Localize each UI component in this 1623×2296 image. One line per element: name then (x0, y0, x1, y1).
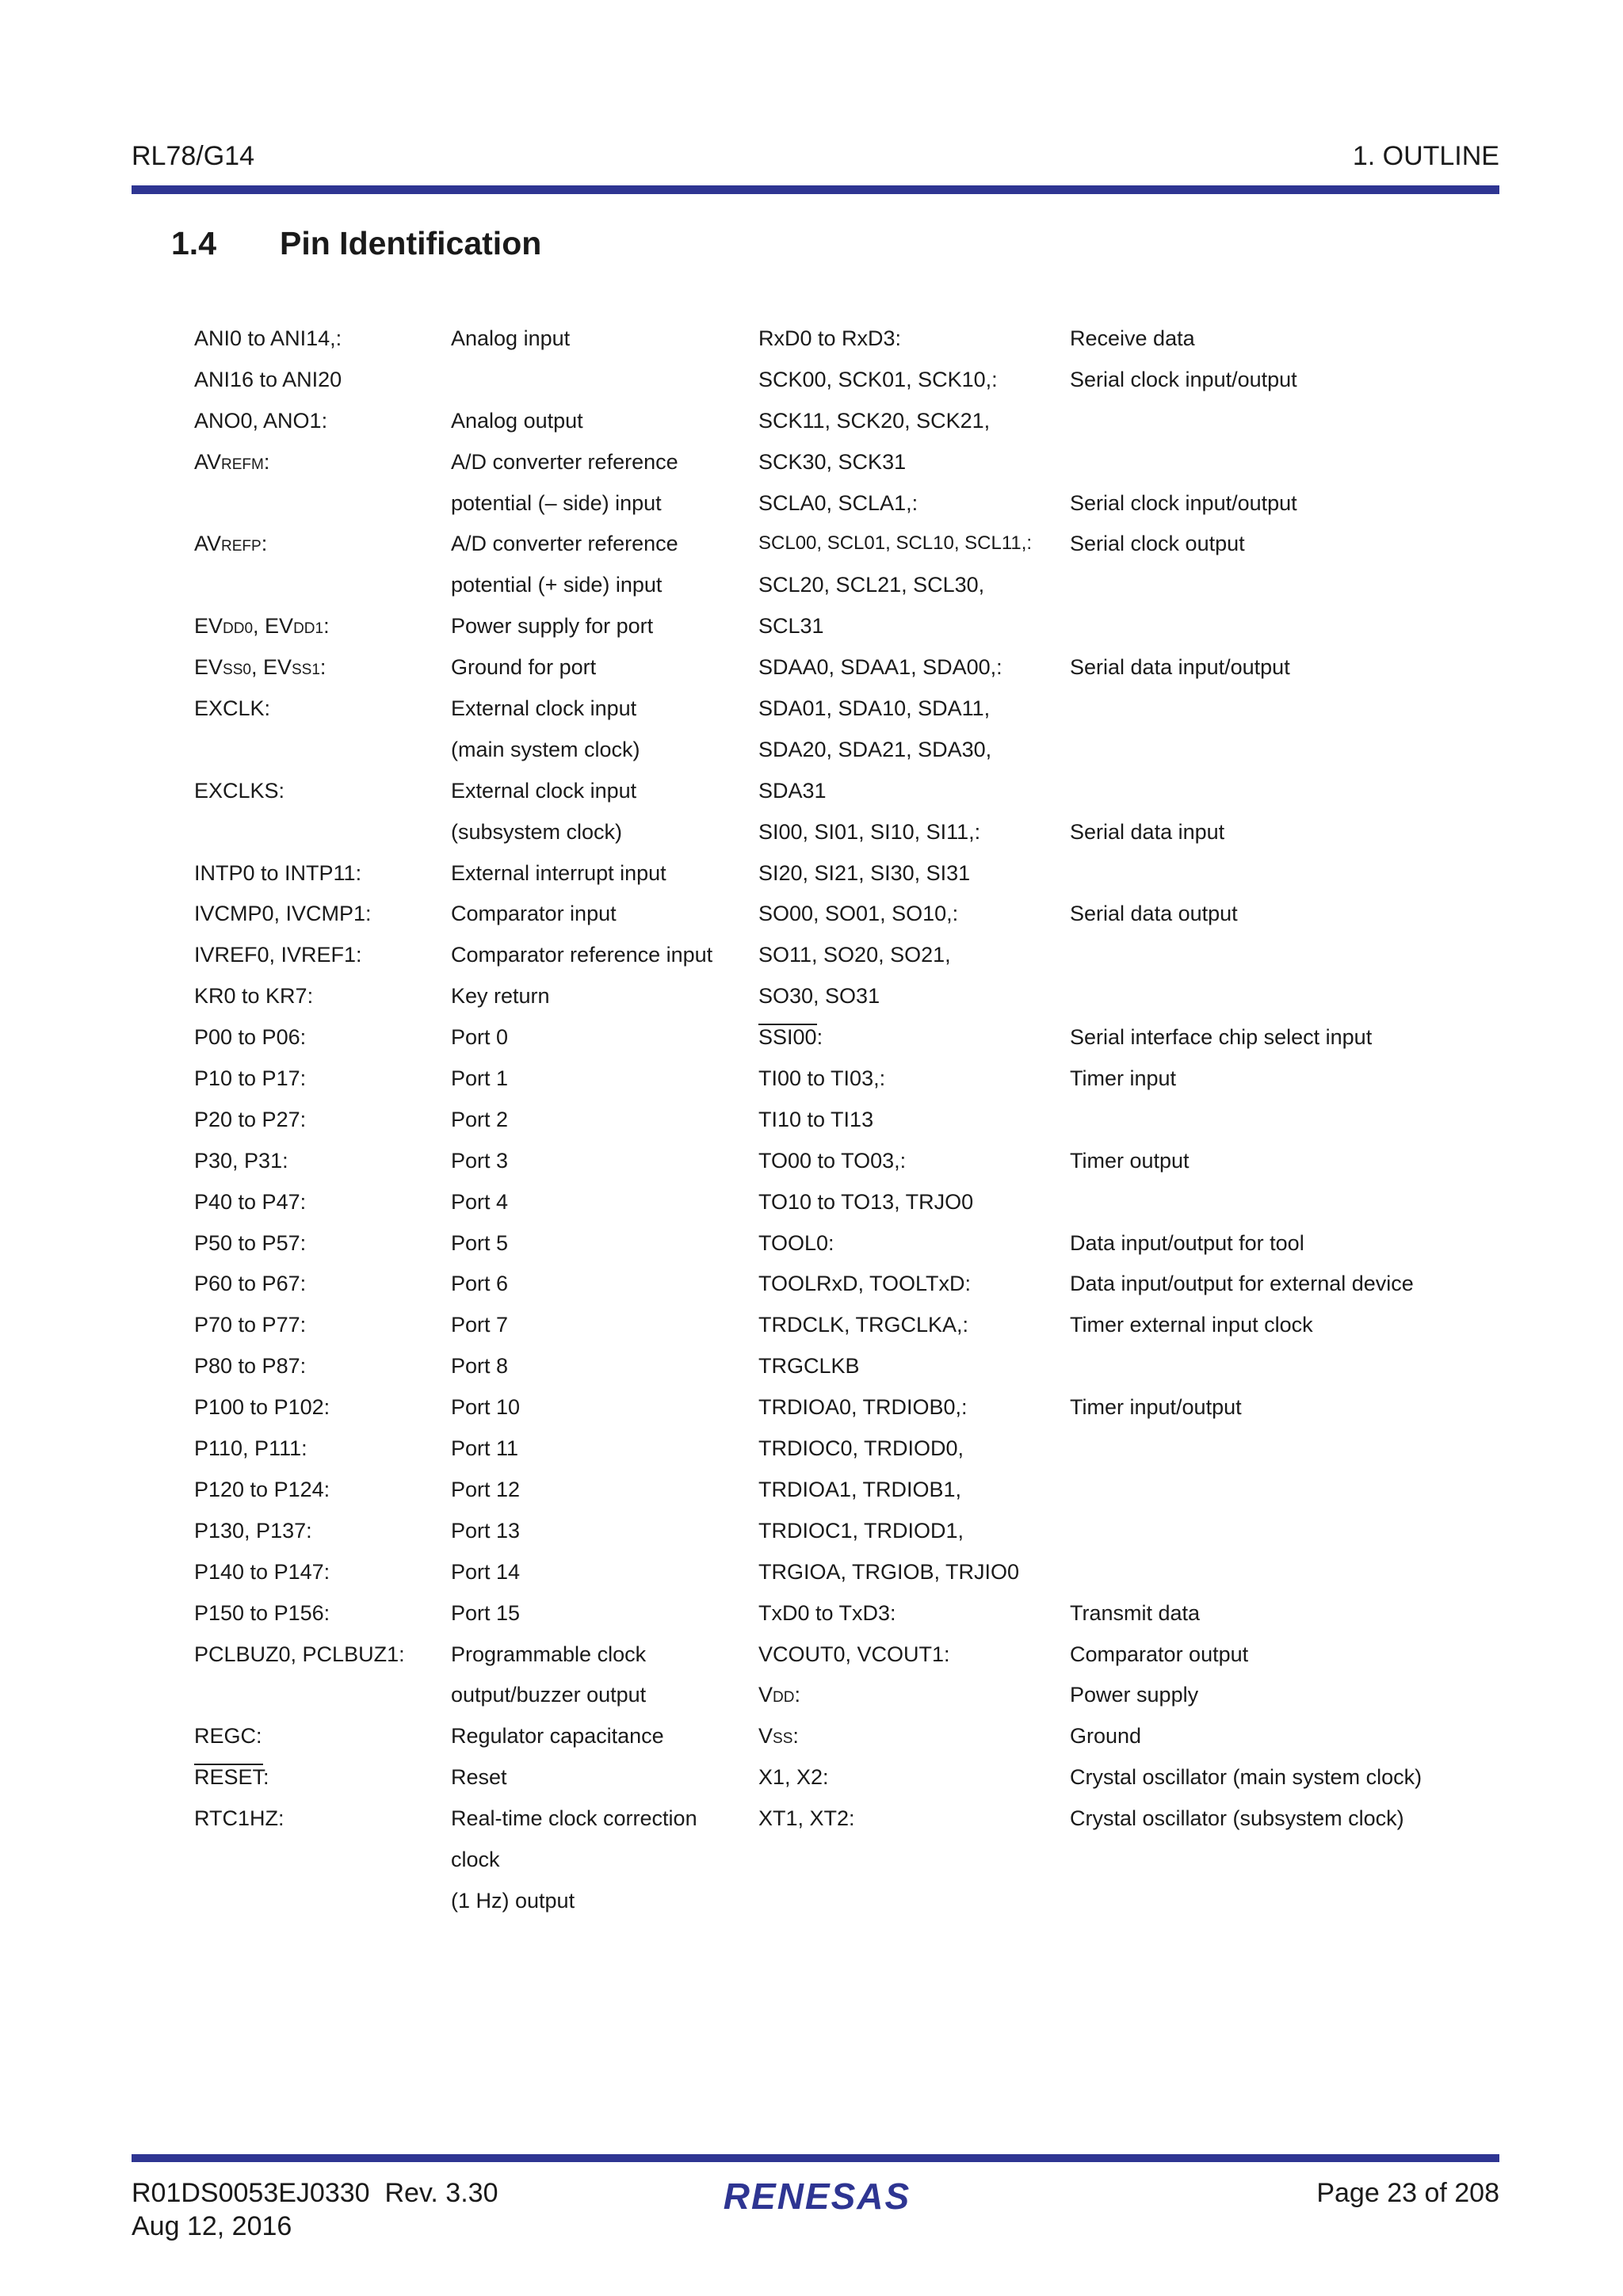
pin-name: SDA01, SDA10, SDA11, (758, 696, 991, 721)
pin-name: P110, P111: (194, 1436, 307, 1461)
pin-name: TRGCLKB (758, 1354, 860, 1379)
pin-name: AVREFP: (194, 532, 268, 556)
pin-name: PCLBUZ0, PCLBUZ1: (194, 1642, 405, 1666)
pin-description: External clock input (451, 696, 637, 721)
pin-name: TOOLRxD, TOOLTxD: (758, 1272, 972, 1296)
pin-description: Port 5 (451, 1230, 509, 1255)
pin-name: TI00 to TI03,: (758, 1066, 886, 1091)
pin-name: P120 to P124: (194, 1477, 330, 1501)
pin-name: TRDIOA0, TRDIOB0,: (758, 1395, 968, 1420)
pin-name: P40 to P47: (194, 1189, 307, 1214)
pin-description: potential (+ side) input (451, 573, 663, 597)
pin-description: Receive data (1070, 326, 1195, 350)
pin-description: Port 11 (451, 1436, 519, 1461)
pin-name: SCL00, SCL01, SCL10, SCL11,: (758, 532, 1033, 555)
pin-name: SDAA0, SDAA1, SDA00,: (758, 655, 1002, 680)
pin-name: P60 to P67: (194, 1272, 307, 1296)
pin-name: KR0 to KR7: (194, 984, 314, 1009)
pin-description: Timer input (1070, 1066, 1177, 1091)
logo-wordmark: RENESAS (723, 2176, 911, 2217)
pin-description: Port 6 (451, 1272, 509, 1296)
pin-description: Power supply (1070, 1683, 1199, 1707)
pin-name: P20 to P27: (194, 1107, 307, 1131)
pin-description: (main system clock) (451, 737, 640, 761)
pin-description: Timer input/output (1070, 1395, 1242, 1420)
pin-name: EVSS0, EVSS1: (194, 655, 327, 680)
pin-description: Serial clock output (1070, 532, 1245, 556)
pin-name: SCLA0, SCLA1,: (758, 490, 918, 515)
pin-description: Port 12 (451, 1477, 521, 1501)
pin-name: REGC: (194, 1724, 262, 1749)
pin-name: SCL31 (758, 614, 824, 639)
pin-description: Port 2 (451, 1107, 509, 1131)
pin-name: TRDCLK, TRGCLKA,: (758, 1313, 969, 1337)
pin-name: SCK11, SCK20, SCK21, (758, 408, 991, 433)
pin-name: EVDD0, EVDD1: (194, 614, 330, 639)
pin-description: Port 14 (451, 1559, 521, 1584)
pin-name: SSI00: (758, 1025, 823, 1050)
pin-description: Port 13 (451, 1518, 521, 1543)
pin-description: A/D converter reference (451, 449, 678, 474)
pin-description: Crystal oscillator (subsystem clock) (1070, 1806, 1404, 1831)
pin-name: SI00, SI01, SI10, SI11,: (758, 819, 981, 844)
pin-description: Port 8 (451, 1354, 509, 1379)
pin-description: Port 3 (451, 1148, 509, 1173)
pin-name: VSS: (758, 1724, 799, 1749)
section-title: Pin Identification (280, 225, 542, 261)
pin-description: Comparator input (451, 902, 617, 926)
pin-name: P150 to P156: (194, 1600, 330, 1625)
document-title: RL78/G14 (132, 141, 254, 171)
active-low-overline: RESET (194, 1765, 264, 1790)
pin-description: Serial clock input/output (1070, 367, 1297, 391)
pin-description: Ground for port (451, 655, 597, 680)
pin-name: TxD0 to TxD3: (758, 1600, 896, 1625)
renesas-logo (696, 2172, 938, 2218)
pin-description: Data input/output for external device (1070, 1272, 1414, 1296)
pin-description: Regulator capacitance (451, 1724, 664, 1749)
pin-name: AVREFM: (194, 449, 270, 474)
pin-description: Comparator reference input (451, 943, 713, 967)
pin-description: Port 15 (451, 1600, 521, 1625)
pin-name: TRGIOA, TRGIOB, TRJIO0 (758, 1559, 1020, 1584)
pin-name: X1, X2: (758, 1765, 829, 1790)
pin-description: Transmit data (1070, 1600, 1201, 1625)
pin-name: P30, P31: (194, 1148, 288, 1173)
pin-name: VCOUT0, VCOUT1: (758, 1642, 950, 1666)
pin-name: RESET: (194, 1765, 269, 1790)
pin-name: IVREF0, IVREF1: (194, 943, 362, 967)
pin-description: Serial data input/output (1070, 655, 1290, 680)
footer-rule (132, 2154, 1499, 2162)
pin-name: TOOL0: (758, 1230, 834, 1255)
chapter-title: 1. OUTLINE (1352, 141, 1499, 171)
pin-description: Timer external input clock (1070, 1313, 1313, 1337)
pin-name: P100 to P102: (194, 1395, 330, 1420)
pin-name: P00 to P06: (194, 1025, 307, 1050)
pin-description: Analog input (451, 326, 571, 350)
pin-description: Timer output (1070, 1148, 1190, 1173)
pin-name: TO10 to TO13, TRJO0 (758, 1189, 974, 1214)
pin-description: (subsystem clock) (451, 819, 623, 844)
page-number: Page 23 of 208 (1316, 2178, 1499, 2208)
pin-name: TI10 to TI13 (758, 1107, 874, 1131)
pin-name: P70 to P77: (194, 1313, 307, 1337)
pin-description: Programmable clock (451, 1642, 647, 1666)
pin-description: potential (– side) input (451, 490, 662, 515)
pin-description: External interrupt input (451, 860, 666, 885)
footer-doc-info (132, 2176, 498, 2243)
pin-description: Crystal oscillator (main system clock) (1070, 1765, 1423, 1790)
pin-description: Port 1 (451, 1066, 509, 1091)
pin-description: Serial data output (1070, 902, 1238, 926)
pin-name: TO00 to TO03,: (758, 1148, 907, 1173)
section-heading (171, 224, 541, 262)
active-low-overline: SSI00 (758, 1025, 817, 1050)
pin-name: SCK00, SCK01, SCK10,: (758, 367, 998, 391)
pin-description: Key return (451, 984, 550, 1009)
pin-name: SO30, SO31 (758, 984, 880, 1009)
pin-name: IVCMP0, IVCMP1: (194, 902, 372, 926)
pin-description: Serial data input (1070, 819, 1225, 844)
pin-description: External clock input (451, 778, 637, 803)
pin-description: A/D converter reference (451, 532, 678, 556)
pin-name: RTC1HZ: (194, 1806, 285, 1831)
pin-description: (1 Hz) output (451, 1888, 575, 1913)
pin-name: VDD: (758, 1683, 800, 1707)
pin-name: EXCLKS: (194, 778, 285, 803)
pin-name: TRDIOC1, TRDIOD1, (758, 1518, 964, 1543)
pin-name: SDA31 (758, 778, 827, 803)
pin-name: ANI16 to ANI20 (194, 367, 342, 391)
revision: Rev. 3.30 (384, 2178, 498, 2208)
pin-name: SO00, SO01, SO10,: (758, 902, 959, 926)
pin-name: SDA20, SDA21, SDA30, (758, 737, 992, 761)
publication-date: Aug 12, 2016 (132, 2211, 292, 2241)
pin-name: ANI0 to ANI14,: (194, 326, 342, 350)
pin-description: Power supply for port (451, 614, 654, 639)
pin-name: SO11, SO20, SO21, (758, 943, 951, 967)
pin-name: SI20, SI21, SI30, SI31 (758, 860, 971, 885)
pin-description: output/buzzer output (451, 1683, 647, 1707)
pin-description: Port 4 (451, 1189, 509, 1214)
pin-description: Port 7 (451, 1313, 509, 1337)
pin-name: ANO0, ANO1: (194, 408, 328, 433)
pin-description: Ground (1070, 1724, 1142, 1749)
pin-name: P50 to P57: (194, 1230, 307, 1255)
pin-name: SCK30, SCK31 (758, 449, 907, 474)
pin-name: XT1, XT2: (758, 1806, 855, 1831)
pin-description: Reset (451, 1765, 507, 1790)
pin-description: clock (451, 1847, 500, 1871)
document-id: R01DS0053EJ0330 (132, 2178, 370, 2208)
pin-name: INTP0 to INTP11: (194, 860, 362, 885)
pin-name: P140 to P147: (194, 1559, 330, 1584)
pin-description: Port 10 (451, 1395, 521, 1420)
pin-description: Comparator output (1070, 1642, 1249, 1666)
pin-name: TRDIOC0, TRDIOD0, (758, 1436, 964, 1461)
pin-name: RxD0 to RxD3: (758, 326, 902, 350)
pin-description: Analog output (451, 408, 583, 433)
pin-description: Serial interface chip select input (1070, 1025, 1373, 1050)
header-rule (132, 185, 1499, 194)
pin-name: TRDIOA1, TRDIOB1, (758, 1477, 962, 1501)
pin-description: Real-time clock correction (451, 1806, 697, 1831)
pin-description: Data input/output for tool (1070, 1230, 1304, 1255)
pin-name: P80 to P87: (194, 1354, 307, 1379)
pin-description: Port 0 (451, 1025, 509, 1050)
pin-name: SCL20, SCL21, SCL30, (758, 573, 985, 597)
pin-name: EXCLK: (194, 696, 271, 721)
pin-name: P10 to P17: (194, 1066, 307, 1091)
section-number: 1.4 (171, 225, 216, 261)
pin-description: Serial clock input/output (1070, 490, 1297, 515)
pin-name: P130, P137: (194, 1518, 312, 1543)
